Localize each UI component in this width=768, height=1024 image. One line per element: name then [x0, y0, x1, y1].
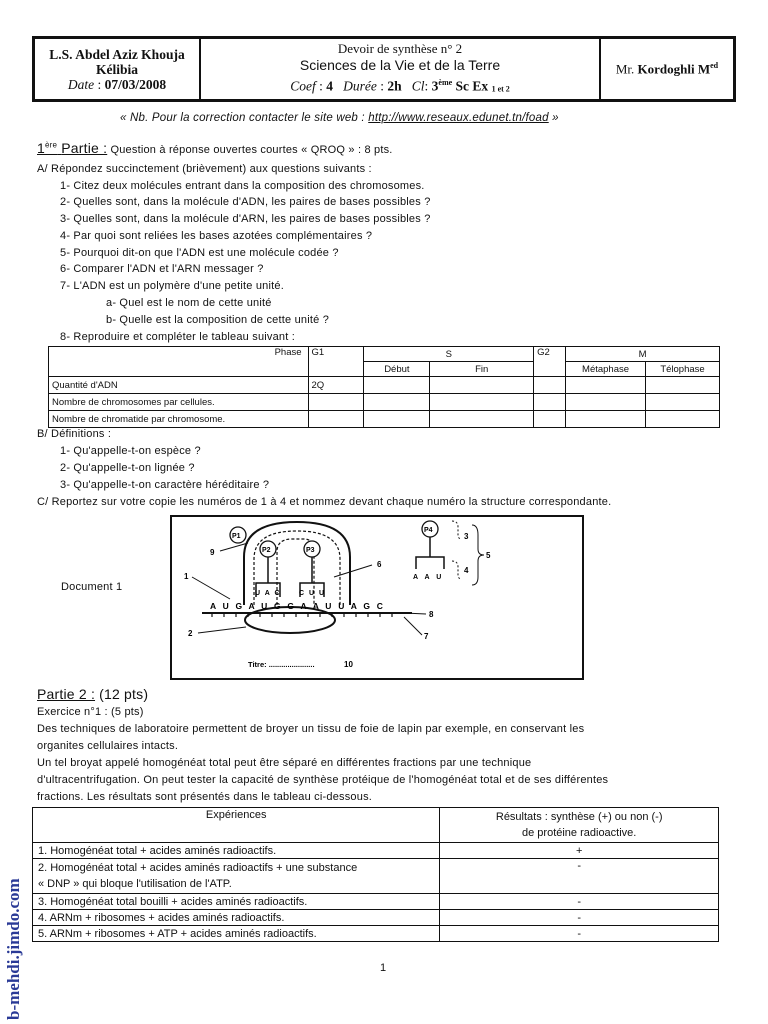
header-g2: G2 [534, 347, 566, 377]
question-4: 4- Par quoi sont reliées les bases azotées complémentaires ? [60, 230, 373, 242]
label-8: 8 [429, 610, 434, 619]
question-8: 8- Reproduire et compléter le tableau suivant : [60, 331, 296, 343]
experiment-3: 3. Homogénéat total bouilli + acides aminés radioactifs. [33, 894, 440, 910]
exam-title-block [201, 39, 601, 99]
table-cell [566, 411, 646, 428]
definition-1: 1- Qu'appelle-t-on espèce ? [60, 445, 201, 457]
header-s: S [364, 347, 534, 362]
table-cell [364, 411, 430, 428]
table-row [33, 926, 719, 942]
anticodon-2: C U U [299, 590, 326, 597]
label-7: 7 [424, 632, 429, 641]
table-cell [364, 394, 430, 411]
section-a-title: A/ Répondez succinctement (brièvement) aux questions suivants : [37, 163, 372, 175]
p4-label: P4 [424, 527, 433, 534]
header-resultats: Résultats : synthèse (+) ou non (-) de protéine radioactive. [440, 808, 719, 843]
label-2: 2 [188, 629, 193, 638]
exam-title: Devoir de synthèse n° 2 [337, 41, 463, 57]
question-7: 7- L'ADN est un polymère d'une petite unité. [60, 280, 284, 292]
p2-label: P2 [262, 547, 271, 554]
question-5: 5- Pourquoi dit-on que l'ADN est une molécule codée ? [60, 247, 339, 259]
question-7b: b- Quelle est la composition de cette unité ? [106, 314, 330, 326]
header-metaphase: Métaphase [566, 362, 646, 377]
mrna-sequence: A U G A U G G A A U U A G C [210, 601, 386, 611]
table-cell [308, 411, 364, 428]
experiment-4: 4. ARNm + ribosomes + acides aminés radioactifs. [33, 910, 440, 926]
school-city: Kélibia [95, 61, 138, 77]
paragraph-line-2: organites cellulaires intacts. [37, 740, 179, 752]
header-m: M [566, 347, 720, 362]
phase-table [48, 346, 720, 428]
exam-header [32, 36, 736, 102]
document-1-figure [170, 515, 584, 680]
table-cell [566, 394, 646, 411]
table-cell [308, 394, 364, 411]
experiments-table [32, 807, 719, 942]
result-5: - [440, 926, 719, 942]
result-4: - [440, 910, 719, 926]
experiment-2: 2. Homogénéat total + acides aminés radioactifs + une substance « DNP » qui bloque l'utilisation de l'ATP. [33, 859, 440, 894]
section-c-title: C/ Reportez sur votre copie les numéros de 1 à 4 et nommez devant chaque numéro la structure correspondante. [37, 496, 612, 508]
table-cell [430, 394, 534, 411]
result-3: - [440, 894, 719, 910]
question-2: 2- Quelles sont, dans la molécule d'ADN, les paires de bases possibles ? [60, 196, 431, 208]
table-row [33, 859, 719, 894]
table-cell [646, 377, 720, 394]
label-10: 10 [344, 660, 353, 669]
site-watermark: b-mehdi.jimdo.com [4, 878, 23, 1020]
header-debut: Début [364, 362, 430, 377]
question-3: 3- Quelles sont, dans la molécule d'ARN, les paires de bases possibles ? [60, 213, 431, 225]
table-row [33, 894, 719, 910]
school-name: L.S. Abdel Aziz Khouja [49, 46, 185, 62]
definition-3: 3- Qu'appelle-t-on caractère héréditaire ? [60, 479, 270, 491]
paragraph-line-3: Un tel broyat appelé homogénéat total peut être séparé en différentes fractions par une technique [37, 757, 532, 769]
page-number: 1 [380, 962, 387, 974]
anticodon-3: A A U [413, 574, 444, 581]
correction-link[interactable]: http://www.reseaux.edunet.tn/foad [368, 112, 549, 124]
label-3: 3 [464, 532, 469, 541]
anticodon-1: U A C [255, 590, 282, 597]
row-label-chromatides: Nombre de chromatide par chromosome. [49, 411, 309, 428]
result-1: + [440, 843, 719, 859]
section-b-title: B/ Définitions : [37, 428, 112, 440]
table-cell [534, 411, 566, 428]
school-block [35, 39, 201, 99]
table-cell [534, 377, 566, 394]
header-fin: Fin [430, 362, 534, 377]
header-experiences: Expériences [33, 808, 440, 843]
p3-label: P3 [306, 547, 315, 554]
cell-g1-adn: 2Q [308, 377, 364, 394]
row-label-adn: Quantité d'ADN [49, 377, 309, 394]
table-cell [646, 411, 720, 428]
table-cell [646, 394, 720, 411]
teacher-block [601, 39, 733, 99]
document-1-label: Document 1 [61, 581, 123, 593]
experiment-1: 1. Homogénéat total + acides aminés radioactifs. [33, 843, 440, 859]
table-row [49, 411, 720, 428]
definition-2: 2- Qu'appelle-t-on lignée ? [60, 462, 195, 474]
label-5: 5 [486, 551, 491, 560]
translation-diagram [172, 517, 582, 678]
question-7a: a- Quel est le nom de cette unité [106, 297, 272, 309]
table-cell [566, 377, 646, 394]
nb-line: « Nb. Pour la correction contacter le site web : http://www.reseaux.edunet.tn/foad » [120, 112, 559, 124]
header-g1: G1 [308, 347, 364, 377]
label-6: 6 [377, 560, 382, 569]
question-6: 6- Comparer l'ADN et l'ARN messager ? [60, 263, 264, 275]
result-2: - [440, 859, 719, 894]
table-cell [430, 377, 534, 394]
table-cell [364, 377, 430, 394]
exam-meta: Coef : 4 Durée : 2h Cl: 3ème Sc Ex 1 et 2 [290, 78, 510, 94]
question-1: 1- Citez deux molécules entrant dans la composition des chromosomes. [60, 180, 425, 192]
table-row [49, 377, 720, 394]
header-telophase: Télophase [646, 362, 720, 377]
table-row [49, 394, 720, 411]
trna-p4 [416, 557, 444, 569]
exercise-1-title: Exercice n°1 : (5 pts) [37, 706, 144, 718]
p1-label: P1 [232, 533, 241, 540]
teacher-name: Mr. Kordoghli $M^{ed}$ [615, 60, 719, 77]
label-9: 9 [210, 548, 215, 557]
header-phase: Phase [49, 347, 309, 377]
title-blank: Titre: ...................... [248, 660, 315, 669]
part2-heading: Partie 2 : (12 pts) [37, 686, 149, 702]
label-1: 1 [184, 572, 189, 581]
table-row [33, 843, 719, 859]
part1-heading: 1ère Partie : Question à réponse ouvertes courtes « QROQ » : 8 pts. [37, 140, 393, 156]
table-row [33, 910, 719, 926]
paragraph-line-4: d'ultracentrifugation. On peut tester la capacité de synthèse protéique de l'homogénéat total et de ses différentes [37, 774, 609, 786]
exam-date: Date : 07/03/2008 [67, 76, 167, 92]
exam-subject: Sciences de la Vie et de la Terre [299, 57, 501, 74]
paragraph-line-1: Des techniques de laboratoire permettent de broyer un tissu de foie de lapin par exemple, en conservant les [37, 723, 585, 735]
table-cell [430, 411, 534, 428]
table-cell [534, 394, 566, 411]
experiment-5: 5. ARNm + ribosomes + ATP + acides aminés radioactifs. [33, 926, 440, 942]
label-4: 4 [464, 566, 469, 575]
row-label-chromosomes: Nombre de chromosomes par cellules. [49, 394, 309, 411]
paragraph-line-5: fractions. Les résultats sont présentés dans le tableau ci-dessous. [37, 791, 373, 803]
